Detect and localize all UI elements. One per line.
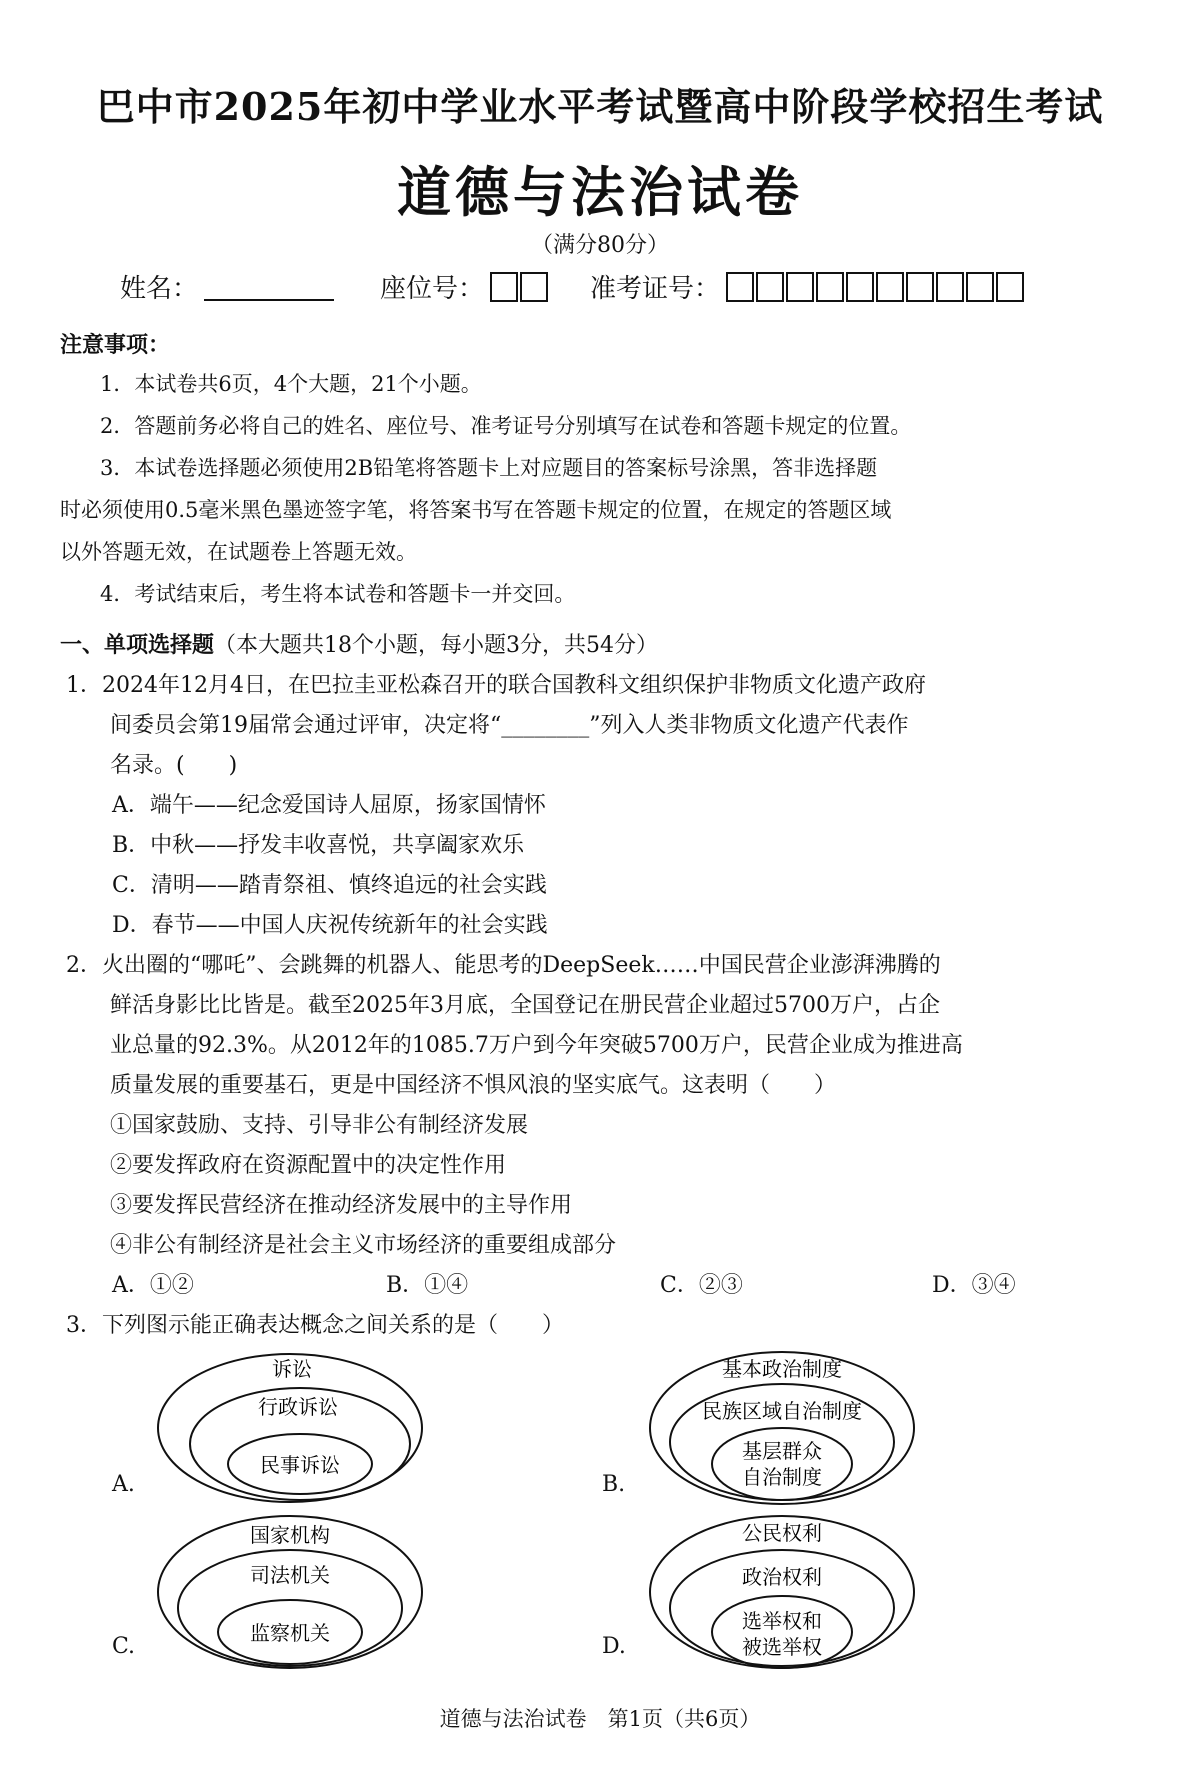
figure-d-diagram (642, 1510, 922, 1674)
option-a[interactable]: A．端午——纪念爱国诗人屈原，扬家国情怀 (112, 793, 546, 818)
figure-c-diagram (150, 1510, 430, 1674)
question-2-line: 鲜活身影比比皆是。截至2025年3月底，全国登记在册民营企业超过5700万户，占企 (110, 993, 940, 1018)
candidate-info-row (120, 268, 1066, 305)
option-c[interactable]: C．②③ (660, 1273, 743, 1298)
full-score: （满分80分） (531, 233, 669, 258)
figure-a-letter[interactable]: A. (112, 1472, 135, 1497)
seat-box[interactable] (520, 272, 548, 302)
exam-id-box[interactable] (816, 272, 844, 302)
figure-b-diagram (642, 1346, 922, 1510)
notice-item: 3．本试卷选择题必须使用2B铅笔将答题卡上对应题目的答案标号涂黑，答非选择题 (100, 456, 878, 480)
subject-title: 道德与法治试卷 (397, 160, 803, 224)
figure-b-letter[interactable]: B. (602, 1472, 626, 1497)
option-d[interactable]: D．春节——中国人庆祝传统新年的社会实践 (112, 913, 548, 938)
notice-item: 1．本试卷共6页，4个大题，21个小题。 (100, 372, 482, 396)
seat-boxes[interactable] (490, 272, 550, 302)
exam-id-box[interactable] (846, 272, 874, 302)
option-d[interactable]: D．③④ (932, 1273, 1016, 1298)
seat-box[interactable] (490, 272, 518, 302)
exam-id-box[interactable] (936, 272, 964, 302)
statement-4: ④非公有制经济是社会主义市场经济的重要组成部分 (110, 1233, 617, 1258)
question-1-line: 名录。( ) (110, 753, 238, 778)
option-a[interactable]: A．①② (112, 1273, 194, 1298)
question-2-line: 业总量的92.3%。从2012年的1085.7万户到今年突破5700万户，民营企业成为推进高 (110, 1033, 963, 1058)
option-b[interactable]: B．①④ (386, 1273, 469, 1298)
outer-label: 公民权利 (742, 1521, 822, 1545)
exam-id-boxes[interactable] (726, 272, 1026, 302)
outer-label: 国家机构 (250, 1523, 330, 1547)
question-1-line: 间委员会第19届常会通过评审，决定将“________”列入人类非物质文化遗产代表作 (110, 713, 909, 738)
option-b[interactable]: B．中秋——抒发丰收喜悦，共享阖家欢乐 (112, 833, 525, 858)
exam-id-box[interactable] (876, 272, 904, 302)
notice-item: 以外答题无效，在试题卷上答题无效。 (60, 540, 417, 564)
exam-id-box[interactable] (966, 272, 994, 302)
exam-id-label: 准考证号： (590, 274, 721, 304)
middle-label: 政治权利 (742, 1565, 822, 1589)
outer-label: 基本政治制度 (722, 1357, 842, 1381)
notice-item: 4．考试结束后，考生将本试卷和答题卡一并交回。 (100, 582, 576, 606)
exam-title: 巴中市2025年初中学业水平考试暨高中阶段学校招生考试 (96, 84, 1104, 129)
inner-label: 基层群众 (742, 1439, 822, 1463)
notice-heading: 注意事项： (60, 332, 171, 358)
figure-a-diagram (150, 1348, 430, 1508)
section-desc: （本大题共18个小题，每小题3分，共54分） (214, 633, 659, 658)
inner-label: 被选举权 (742, 1635, 822, 1659)
section-heading (60, 628, 658, 659)
exam-id-box[interactable] (996, 272, 1024, 302)
middle-label: 司法机关 (250, 1563, 330, 1587)
figure-c-letter[interactable]: C. (112, 1634, 136, 1659)
question-2-line: 2．火出圈的“哪吒”、会跳舞的机器人、能思考的DeepSeek……中国民营企业澎湃沸腾的 (66, 953, 941, 978)
inner-label: 监察机关 (250, 1621, 330, 1645)
middle-label: 行政诉讼 (258, 1395, 338, 1419)
name-label: 姓名： (120, 274, 199, 304)
seat-label: 座位号： (380, 274, 485, 304)
exam-id-box[interactable] (906, 272, 934, 302)
statement-2: ②要发挥政府在资源配置中的决定性作用 (110, 1153, 507, 1178)
question-1-line: 1．2024年12月4日，在巴拉圭亚松森召开的联合国教科文组织保护非物质文化遗产政府 (66, 673, 926, 698)
statement-1: ①国家鼓励、支持、引导非公有制经济发展 (110, 1113, 529, 1138)
question-2-line: 质量发展的重要基石，更是中国经济不惧风浪的坚实底气。这表明（ ） (110, 1073, 837, 1098)
option-c[interactable]: C．清明——踏青祭祖、慎终追远的社会实践 (112, 873, 547, 898)
name-field[interactable] (204, 273, 334, 301)
outer-label: 诉讼 (272, 1357, 312, 1381)
figure-d-letter[interactable]: D. (602, 1634, 626, 1659)
inner-label: 民事诉讼 (260, 1453, 340, 1477)
exam-id-box[interactable] (786, 272, 814, 302)
middle-label: 民族区域自治制度 (702, 1399, 862, 1423)
notice-item: 时必须使用0.5毫米黑色墨迹签字笔，将答案书写在答题卡规定的位置，在规定的答题区域 (60, 498, 892, 522)
notice-item: 2．答题前务必将自己的姓名、座位号、准考证号分别填写在试卷和答题卡规定的位置。 (100, 414, 912, 438)
inner-label: 自治制度 (742, 1465, 822, 1489)
inner-label: 选举权和 (742, 1609, 822, 1633)
statement-3: ③要发挥民营经济在推动经济发展中的主导作用 (110, 1193, 573, 1218)
page-footer: 道德与法治试卷 第1页（共6页） (439, 1707, 761, 1731)
exam-id-box[interactable] (726, 272, 754, 302)
section-title: 一、单项选择题 (60, 632, 215, 658)
exam-id-box[interactable] (756, 272, 784, 302)
question-3-stem: 3．下列图示能正确表达概念之间关系的是（ ） (66, 1313, 564, 1338)
